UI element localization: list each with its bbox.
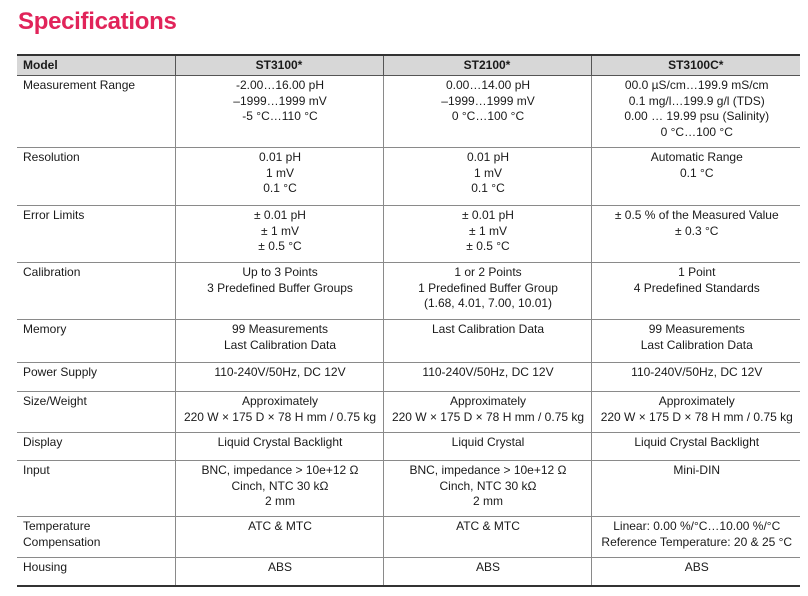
row-label: Error Limits [17, 206, 175, 263]
cell-st2100: ATC & MTC [383, 517, 591, 558]
cell-st3100: Approximately 220 W × 175 D × 78 H mm / 0.75 kg [175, 392, 383, 433]
cell-st3100: ATC & MTC [175, 517, 383, 558]
cell-st3100c: Liquid Crystal Backlight [591, 433, 800, 461]
row-label: Display [17, 433, 175, 461]
row-label: Input [17, 461, 175, 517]
cell-st3100c: Mini-DIN [591, 461, 800, 517]
row-label: Temperature Compensation [17, 517, 175, 558]
row-label: Housing [17, 558, 175, 586]
row-label: Calibration [17, 263, 175, 320]
cell-st2100: Last Calibration Data [383, 320, 591, 363]
header-st3100: ST3100* [175, 55, 383, 76]
cell-st3100c: Approximately 220 W × 175 D × 78 H mm / 0.75 kg [591, 392, 800, 433]
header-st2100: ST2100* [383, 55, 591, 76]
cell-st3100c: Linear: 0.00 %/°C…10.00 %/°C Reference Temperature: 20 & 25 °C [591, 517, 800, 558]
row-resolution [17, 148, 800, 206]
row-label: Resolution [17, 148, 175, 206]
cell-st3100c: 00.0 µS/cm…199.9 mS/cm 0.1 mg/l…199.9 g/l (TDS) 0.00 … 19.99 psu (Salinity) 0 °C…100 °C [591, 76, 800, 148]
cell-st3100: 110-240V/50Hz, DC 12V [175, 363, 383, 392]
row-label: Memory [17, 320, 175, 363]
cell-st2100: 1 or 2 Points 1 Predefined Buffer Group (1.68, 4.01, 7.00, 10.01) [383, 263, 591, 320]
specifications-table [17, 54, 800, 587]
cell-st3100c: Automatic Range 0.1 °C [591, 148, 800, 206]
row-input [17, 461, 800, 517]
cell-st3100: ABS [175, 558, 383, 586]
row-temperature-compensation [17, 517, 800, 558]
cell-st3100: -2.00…16.00 pH –1999…1999 mV -5 °C…110 °C [175, 76, 383, 148]
cell-st2100: 110-240V/50Hz, DC 12V [383, 363, 591, 392]
row-label: Size/Weight [17, 392, 175, 433]
cell-st3100: 0.01 pH 1 mV 0.1 °C [175, 148, 383, 206]
cell-st3100: 99 Measurements Last Calibration Data [175, 320, 383, 363]
row-display [17, 433, 800, 461]
row-label: Measurement Range [17, 76, 175, 148]
page-title: Specifications [18, 8, 177, 35]
header-model: Model [17, 55, 175, 76]
cell-st3100c: ± 0.5 % of the Measured Value ± 0.3 °C [591, 206, 800, 263]
row-housing [17, 558, 800, 586]
cell-st3100c: 99 Measurements Last Calibration Data [591, 320, 800, 363]
cell-st2100: BNC, impedance > 10e+12 Ω Cinch, NTC 30 kΩ 2 mm [383, 461, 591, 517]
row-error-limits [17, 206, 800, 263]
cell-st2100: ABS [383, 558, 591, 586]
cell-st3100: ± 0.01 pH ± 1 mV ± 0.5 °C [175, 206, 383, 263]
cell-st3100: Up to 3 Points 3 Predefined Buffer Groups [175, 263, 383, 320]
row-size-weight [17, 392, 800, 433]
row-label: Power Supply [17, 363, 175, 392]
cell-st2100: ± 0.01 pH ± 1 mV ± 0.5 °C [383, 206, 591, 263]
cell-st3100c: ABS [591, 558, 800, 586]
row-power-supply [17, 363, 800, 392]
cell-st3100c: 1 Point 4 Predefined Standards [591, 263, 800, 320]
cell-st3100: BNC, impedance > 10e+12 Ω Cinch, NTC 30 kΩ 2 mm [175, 461, 383, 517]
cell-st2100: 0.00…14.00 pH –1999…1999 mV 0 °C…100 °C [383, 76, 591, 148]
cell-st2100: 0.01 pH 1 mV 0.1 °C [383, 148, 591, 206]
row-memory [17, 320, 800, 363]
row-measurement-range [17, 76, 800, 148]
cell-st2100: Liquid Crystal [383, 433, 591, 461]
cell-st3100: Liquid Crystal Backlight [175, 433, 383, 461]
cell-st2100: Approximately 220 W × 175 D × 78 H mm / 0.75 kg [383, 392, 591, 433]
row-calibration [17, 263, 800, 320]
header-st3100c: ST3100C* [591, 55, 800, 76]
header-row [17, 55, 800, 76]
cell-st3100c: 110-240V/50Hz, DC 12V [591, 363, 800, 392]
